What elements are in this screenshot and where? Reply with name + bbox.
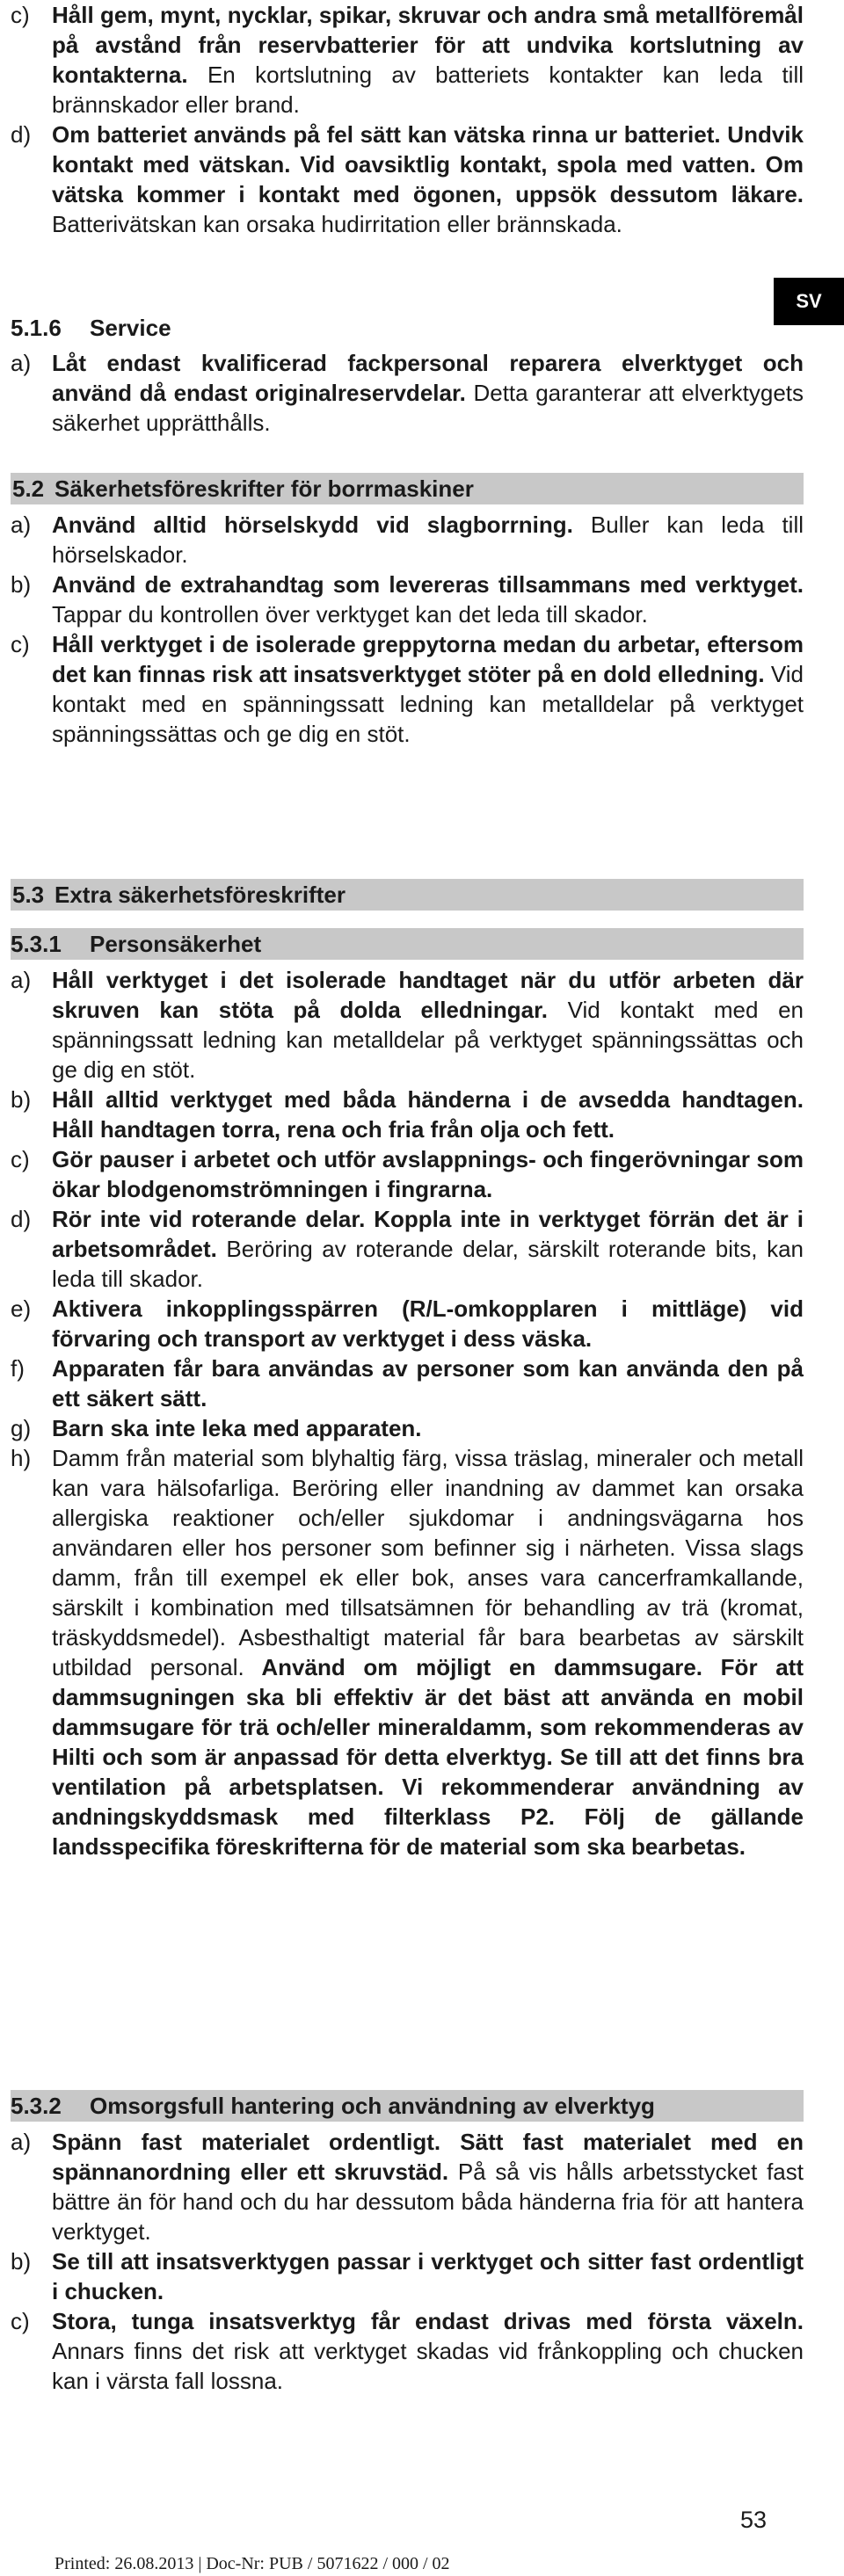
section-title: Service bbox=[90, 315, 171, 341]
item-letter: c) bbox=[11, 1146, 30, 1172]
section-number: 5.1.6 bbox=[11, 315, 62, 341]
section-heading bbox=[11, 313, 804, 343]
section-5-3-2 bbox=[11, 2090, 804, 2396]
section-5-2 bbox=[11, 473, 804, 749]
section-title: Säkerhetsföreskrifter för borrmaskiner bbox=[55, 475, 474, 502]
item-letter: f) bbox=[11, 1355, 25, 1382]
item-text: På så vis hålls arbetsstycket fast bättre än för hand och du har dessutom båda händerna fria för att hantera verktyget. bbox=[52, 2159, 804, 2245]
language-tab: SV bbox=[774, 278, 844, 325]
item-letter: b) bbox=[11, 2248, 32, 2275]
list-item bbox=[11, 120, 804, 239]
item-text: En kortslutning av batteriets kontakter kan leda till brännskador eller brand. bbox=[52, 62, 804, 118]
item-bold-text: Rör inte vid roterande delar. Koppla inte in verktyget förrän det är i arbetsområdet. bbox=[52, 1206, 804, 1262]
item-letter: g) bbox=[11, 1415, 32, 1441]
item-letter: h) bbox=[11, 1445, 32, 1471]
item-bold-text: Använd alltid hörselskydd vid slagborrning. bbox=[52, 512, 573, 538]
item-text: Batterivätskan kan orsaka hudirritation eller brännskada. bbox=[52, 211, 622, 237]
service-section bbox=[11, 313, 804, 438]
item-letter: a) bbox=[11, 350, 32, 376]
list-item bbox=[11, 2246, 804, 2306]
item-letter: c) bbox=[11, 631, 30, 657]
item-bold-text: Apparaten får bara användas av personer som kan använda den på ett säkert sätt. bbox=[52, 1355, 804, 1411]
section-number: 5.3 bbox=[12, 882, 45, 908]
item-bold-text: Aktivera inkopplingsspärren (R/L-omkopplaren i mittläge) vid förvaring och transport av verktyget i dess väska. bbox=[52, 1295, 804, 1352]
section-title: Extra säkerhetsföreskrifter bbox=[55, 882, 346, 908]
item-bold-text: Håll verktyget i det isolerade handtaget när du utför arbeten där skruven kan stöta på dolda elledningar. bbox=[52, 967, 804, 1023]
list-item bbox=[11, 1443, 804, 1861]
item-bold-text: Om batteriet används på fel sätt kan vätska rinna ur batteriet. Undvik kontakt med vätskan. Vid oavsiktlig kontakt, spola med vatten. Om vätska kommer i kontakt med ögonen, uppsök dessutom läkare. bbox=[52, 121, 804, 207]
item-letter: e) bbox=[11, 1295, 32, 1322]
item-bold-text: Använd de extrahandtag som levereras tillsammans med verktyget. bbox=[52, 571, 804, 598]
item-text: Beröring av roterande delar, särskilt roterande bits, kan leda till skador. bbox=[52, 1236, 804, 1292]
list-item bbox=[11, 570, 804, 629]
item-bold-text: Gör pauser i arbetet och utför avslappnings- och fingerövningar som ökar blodgenomströmningen i fingrarna. bbox=[52, 1146, 804, 1202]
section-heading-bar bbox=[11, 928, 804, 960]
item-text: Buller kan leda till hörselskador. bbox=[52, 512, 804, 568]
item-bold-text: Barn ska inte leka med apparaten. bbox=[52, 1415, 422, 1441]
print-footer: Printed: 26.08.2013 | Doc-Nr: PUB / 5071622 / 000 / 02 bbox=[55, 2554, 450, 2573]
section-number: 5.3.2 bbox=[11, 2093, 62, 2119]
item-bold-text: Håll alltid verktyget med båda händerna i de avsedda handtagen. Håll handtagen torra, rena och fria från olja och fett. bbox=[52, 1086, 804, 1143]
list-item bbox=[11, 965, 804, 1085]
list-item bbox=[11, 1204, 804, 1294]
item-text: Vid kontakt med en spänningssatt ledning kan metalldelar på verktyget spänningssättas och ge dig en stöt. bbox=[52, 661, 804, 747]
item-bold-text: Håll gem, mynt, nycklar, spikar, skruvar och andra små metallföremål på avstånd från reservbatterier för att undvika kortslutning av kontakterna. bbox=[52, 2, 804, 88]
list-item bbox=[11, 629, 804, 749]
section-number: 5.2 bbox=[12, 475, 45, 502]
item-letter: c) bbox=[11, 2308, 30, 2334]
item-text: Detta garanterar att elverktygets säkerhet upprätthålls. bbox=[52, 380, 804, 436]
item-bold-text: Använd om möjligt en dammsugare. För att dammsugningen ska bli effektiv är det bäst att använda en mobil dammsugare för trä och/eller mineraldamm, som rekommenderas av Hilti och som är anpassad för detta elverktyg. Se till att det finns bra ventilation på arbetsplatsen. Vi rekommenderar användning av andningskyddsmask med filterklass P2. Följ de gällande landsspecifika föreskrifterna för de material som ska bearbetas. bbox=[52, 1654, 804, 1860]
item-bold-text: Låt endast kvalificerad fackpersonal reparera elverktyget och använd då endast originalreservdelar. bbox=[52, 350, 804, 406]
section-heading-bar bbox=[11, 2090, 804, 2122]
list-item bbox=[11, 0, 804, 120]
list-item bbox=[11, 2127, 804, 2246]
list-item bbox=[11, 1294, 804, 1353]
item-letter: b) bbox=[11, 571, 32, 598]
section-number: 5.3.1 bbox=[11, 931, 62, 957]
list-item bbox=[11, 510, 804, 570]
item-letter: a) bbox=[11, 967, 32, 993]
list-item bbox=[11, 1353, 804, 1413]
item-letter: a) bbox=[11, 512, 32, 538]
list-item bbox=[11, 1085, 804, 1144]
item-bold-text: Se till att insatsverktygen passar i verktyget och sitter fast ordentligt i chucken. bbox=[52, 2248, 804, 2304]
item-bold-text: Stora, tunga insatsverktyg får endast drivas med första växeln. bbox=[52, 2308, 804, 2334]
section-title: Personsäkerhet bbox=[90, 931, 262, 957]
battery-items bbox=[11, 0, 804, 239]
item-letter: c) bbox=[11, 2, 30, 28]
item-text: Annars finns det risk att verktyget skadas vid frånkoppling och chucken kan i värsta fall lossna. bbox=[52, 2338, 804, 2394]
list-item bbox=[11, 2306, 804, 2396]
item-letter: d) bbox=[11, 121, 32, 148]
item-text: Tappar du kontrollen över verktyget kan det leda till skador. bbox=[52, 601, 648, 628]
section-5-3 bbox=[11, 879, 804, 911]
section-title: Omsorgsfull hantering och användning av elverktyg bbox=[90, 2093, 655, 2119]
list-item bbox=[11, 1413, 804, 1443]
item-letter: b) bbox=[11, 1086, 32, 1113]
list-item bbox=[11, 1144, 804, 1204]
item-letter: a) bbox=[11, 2129, 32, 2155]
item-bold-text: Spänn fast materialet ordentligt. Sätt fast materialet med en spännanordning eller ett skruvstäd. bbox=[52, 2129, 804, 2185]
item-bold-text: Håll verktyget i de isolerade greppytorna medan du arbetar, eftersom det kan finnas risk att insatsverktyget stöter på en dold elledning. bbox=[52, 631, 804, 687]
page-number: 53 bbox=[740, 2507, 768, 2533]
section-5-3-1 bbox=[11, 928, 804, 1861]
list-item bbox=[11, 348, 804, 438]
section-heading-bar bbox=[11, 879, 804, 911]
item-text: Vid kontakt med en spänningssatt ledning kan metalldelar på verktyget spänningssättas och ge dig en stöt. bbox=[52, 997, 804, 1083]
item-text: Damm från material som blyhaltig färg, vissa träslag, mineraler och metall kan vara hälsofarliga. Beröring eller inandning av dammet kan orsaka allergiska reaktioner och/eller sjukdomar i andningsvägarna hos användaren eller hos personer som befinner sig i närheten. Vissa slags damm, från till exempel ek eller bok, anses vara cancerframkallande, särskilt i kombination med tillsatsämnen för behandling av trä (kromat, träskyddsmedel). Asbesthaltigt material får bara bearbetas av särskilt utbildad personal. bbox=[52, 1445, 804, 1680]
item-letter: d) bbox=[11, 1206, 32, 1232]
section-heading-bar bbox=[11, 473, 804, 504]
